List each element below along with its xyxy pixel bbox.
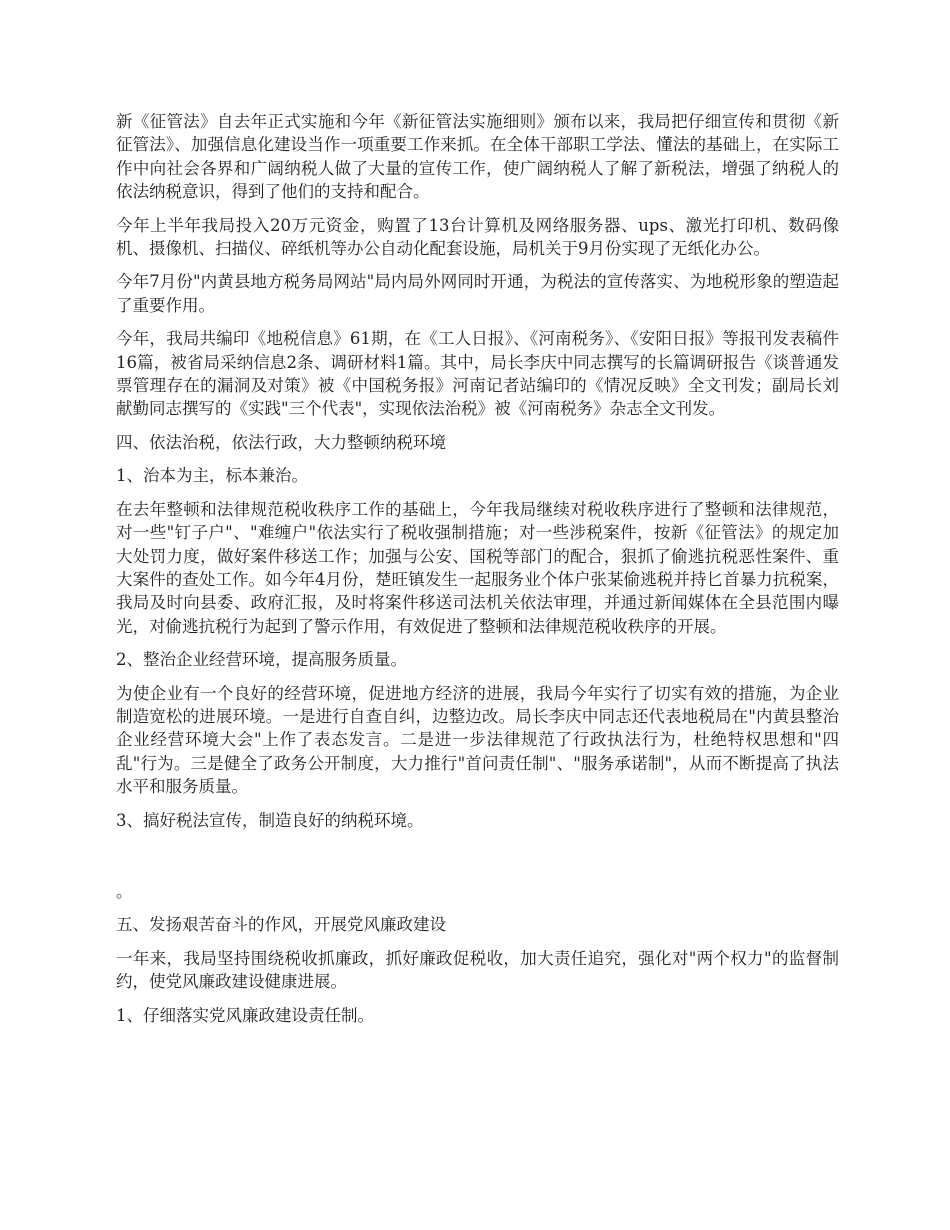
subheading-4-3: 3、搞好税法宣传，制造良好的纳税环境。 bbox=[116, 810, 424, 830]
paragraph-website-launch: 今年7月份"内黄县地方税务局网站"局内局外网同时开通，为税法的宣传落实、为地税形象的塑造起了重要作用。 bbox=[116, 272, 839, 315]
paragraph-tax-law-publicity: 新《征管法》自去年正式实施和今年《新征管法实施细则》颁布以来，我局把仔细宣传和贯彻《新征管法》、加强信息化建设当作一项重要工作来抓。在全体干部职工学法、懂法的基础上，在实际工作中向社会各界和广阔纳税人做了大量的宣传工作，使广阔纳税人了解了新税法，增强了纳税人的依法纳税意识，得到了他们的支持和配合。 bbox=[116, 112, 839, 202]
paragraph-tax-order: 在去年整顿和法律规范税收秩序工作的基础上，今年我局继续对税收秩序进行了整顿和法律规范，对一些"钉子户"、"难缠户"依法实行了税收强制措施；对一些涉税案件，按新《征管法》的规定加大处罚力度，做好案件移送工作；加强与公安、国税等部门的配合，狠抓了偷逃抗税恶性案件、重大案件的查处工作。如今年4月份，楚旺镇发生一起服务业个体户张某偷逃税并持匕首暴力抗税案，我局及时向县委、政府汇报，及时将案件移送司法机关依法审理，并通过新闻媒体在全县范围内曝光，对偷逃抗税行为起到了警示作用，有效促进了整顿和法律规范税收秩序的开展。 bbox=[116, 499, 839, 636]
section-heading-4: 四、依法治税，依法行政，大力整顿纳税环境 bbox=[116, 432, 446, 452]
document-page bbox=[116, 110, 839, 1037]
section-heading-5: 五、发扬艰苦奋斗的作风，开展党风廉政建设 bbox=[116, 915, 446, 935]
subheading-4-2: 2、整治企业经营环境，提高服务质量。 bbox=[116, 650, 407, 670]
subheading-4-1: 1、治本为主，标本兼治。 bbox=[116, 466, 308, 486]
paragraph-integrity: 一年来，我局坚持围绕税收抓廉政，抓好廉政促税收，加大责任追究，强化对"两个权力"的监督制约，使党风廉政建设健康进展。 bbox=[116, 948, 839, 992]
blank-gap bbox=[116, 842, 839, 880]
subheading-5-1: 1、仔细落实党风廉政建设责任制。 bbox=[116, 1005, 374, 1025]
paragraph-business-environment: 为使企业有一个良好的经营环境，促进地方经济的进展，我局今年实行了切实有效的措施，为企业制造宽松的进展环境。一是进行自查自纠，边整边改。局长李庆中同志还代表地税局在"内黄县整治企业经营环境大会"上作了表态发言。二是进一步法律规范了行政执法行为，杜绝特权思想和"四乱"行为。三是健全了政务公开制度，大力推行"首问责任制"、"服务承诺制"，从而不断提高了执法水平和服务质量。 bbox=[116, 683, 839, 797]
stray-period: 。 bbox=[116, 881, 133, 901]
paragraph-publications: 今年，我局共编印《地税信息》61期，在《工人日报》、《河南税务》、《安阳日报》等报刊发表稿件16篇，被省局采纳信息2条、调研材料1篇。其中，局长李庆中同志撰写的长篇调研报告《谈普通发票管理存在的漏洞及对策》被《中国税务报》河南记者站编印的《情况反映》全文刊发；副局长刘献勤同志撰写的《实践"三个代表"，实现依法治税》被《河南税务》杂志全文刊发。 bbox=[116, 329, 839, 419]
paragraph-office-automation: 今年上半年我局投入20万元资金，购置了13台计算机及网络服务器、ups、激光打印机、数码像机、摄像机、扫描仪、碎纸机等办公自动化配套设施，局机关于9月份实现了无纸化办公。 bbox=[116, 215, 839, 259]
